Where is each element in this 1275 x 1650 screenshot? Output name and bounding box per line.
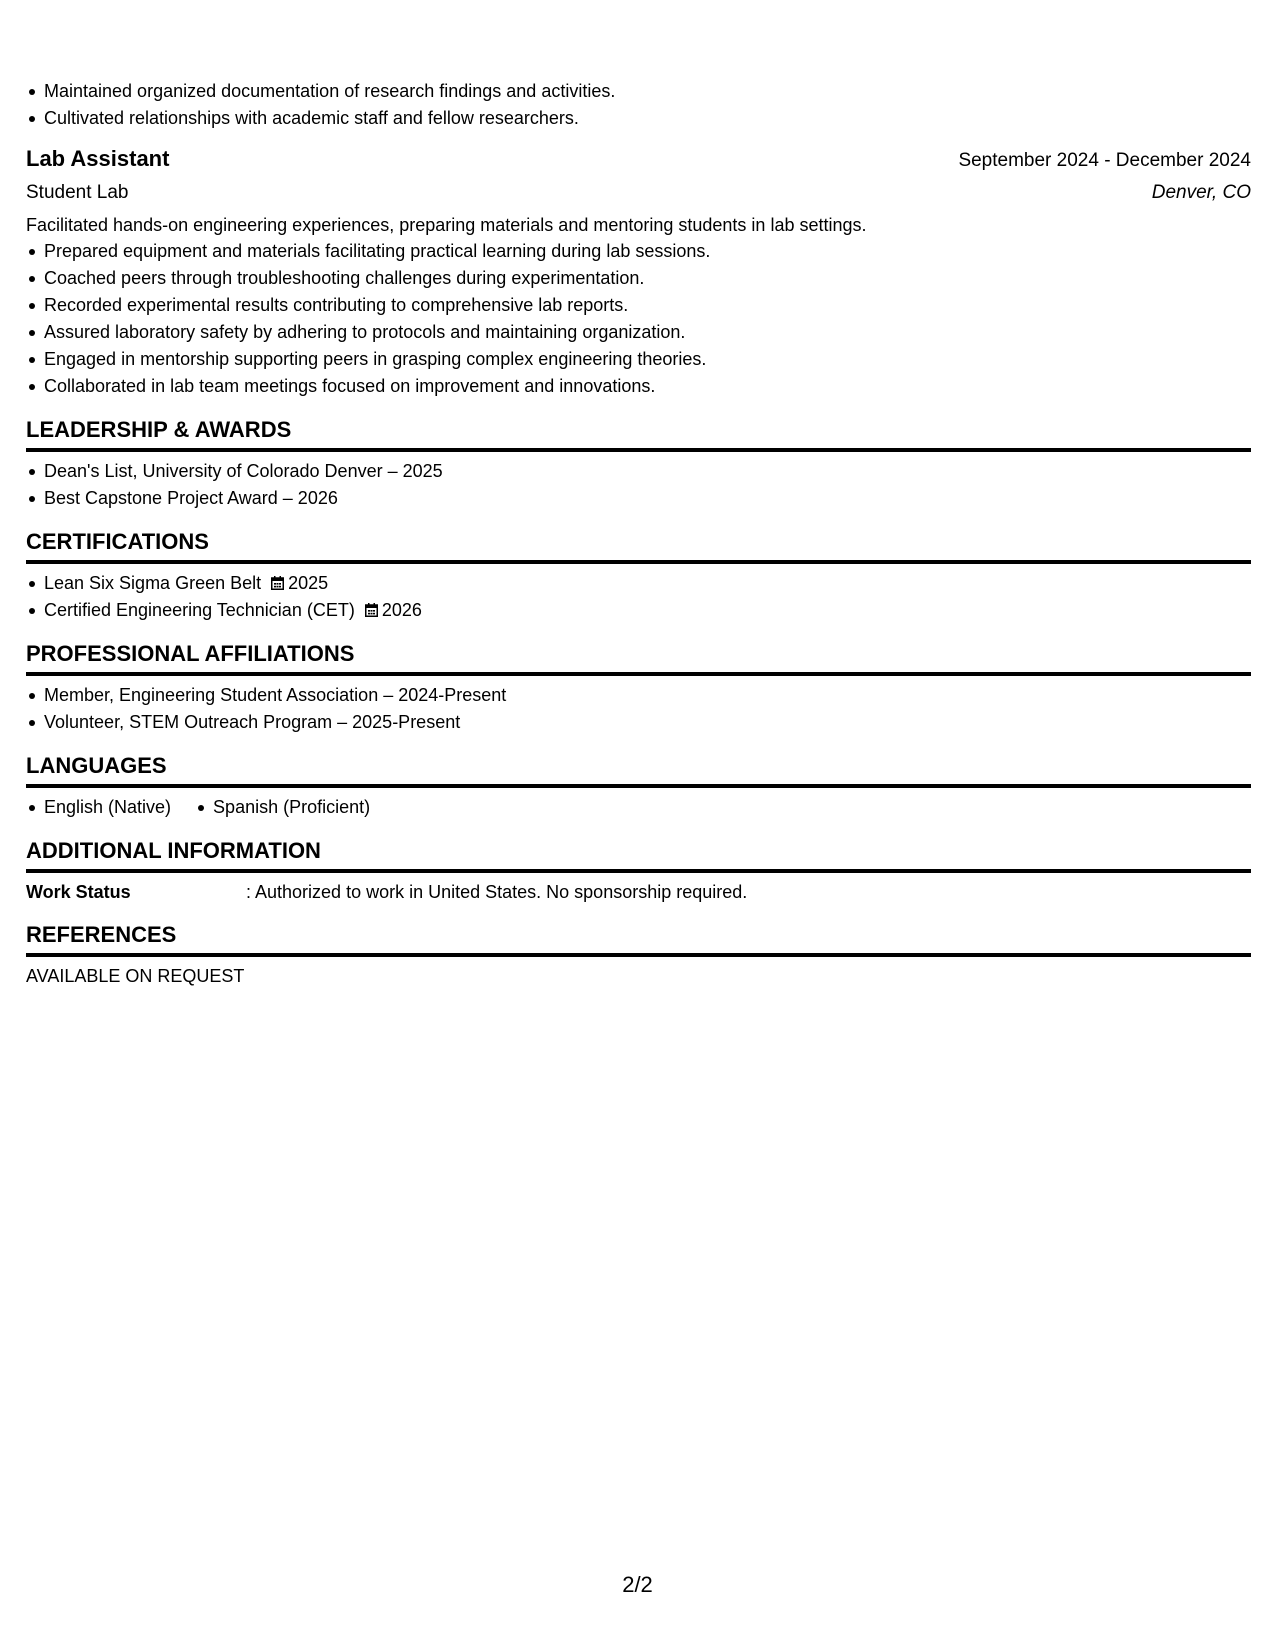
references-text: AVAILABLE ON REQUEST bbox=[26, 966, 245, 986]
job-subheader bbox=[26, 178, 1251, 208]
work-status-label: Work Status bbox=[26, 882, 131, 902]
affiliations-list bbox=[26, 682, 1251, 736]
section-title-references: REFERENCES bbox=[26, 921, 1251, 957]
cert-year: 2025 bbox=[288, 573, 329, 593]
calendar-icon bbox=[365, 603, 378, 617]
cert-name: Lean Six Sigma Green Belt bbox=[44, 573, 262, 593]
job-description: Facilitated hands-on engineering experiences, preparing materials and mentoring students in lab settings. bbox=[26, 215, 867, 235]
work-status-value: : Authorized to work in United States. No sponsorship required. bbox=[246, 882, 748, 902]
section-title-additional-information: ADDITIONAL INFORMATION bbox=[26, 837, 1251, 873]
list-item: Best Capstone Project Award – 2026 bbox=[44, 485, 1251, 512]
list-item: Assured laboratory safety by adhering to protocols and maintaining organization. bbox=[44, 319, 1251, 346]
list-item: Dean's List, University of Colorado Denver – 2025 bbox=[44, 458, 1251, 485]
calendar-icon bbox=[271, 576, 284, 590]
job-company: Student Lab bbox=[26, 182, 129, 203]
job-header bbox=[26, 144, 1251, 176]
job-title: Lab Assistant bbox=[26, 146, 170, 171]
resume-page bbox=[26, 78, 1251, 989]
list-item: Member, Engineering Student Association – 2024-Present bbox=[44, 682, 1251, 709]
section-title-languages: LANGUAGES bbox=[26, 752, 1251, 788]
list-item: Cultivated relationships with academic staff and fellow researchers. bbox=[44, 105, 1251, 132]
languages-list bbox=[26, 794, 1251, 821]
job-bullets bbox=[26, 238, 1251, 400]
list-item: Maintained organized documentation of research findings and activities. bbox=[44, 78, 1251, 105]
list-item: Prepared equipment and materials facilitating practical learning during lab sessions. bbox=[44, 238, 1251, 265]
list-item: English (Native) bbox=[44, 794, 171, 821]
list-item: Recorded experimental results contributing to comprehensive lab reports. bbox=[44, 292, 1251, 319]
list-item: Engaged in mentorship supporting peers in grasping complex engineering theories. bbox=[44, 346, 1251, 373]
section-title-leadership: LEADERSHIP & AWARDS bbox=[26, 416, 1251, 452]
section-title-affiliations: PROFESSIONAL AFFILIATIONS bbox=[26, 640, 1251, 676]
job-dates: September 2024 - December 2024 bbox=[958, 150, 1251, 171]
page-number: 2/2 bbox=[622, 1572, 653, 1597]
cert-year: 2026 bbox=[381, 600, 422, 620]
cert-name: Certified Engineering Technician (CET) bbox=[44, 600, 355, 620]
leadership-list bbox=[26, 458, 1251, 512]
previous-job-bullets bbox=[26, 78, 1251, 132]
job-location: Denver, CO bbox=[1151, 182, 1251, 203]
list-item: Collaborated in lab team meetings focused on improvement and innovations. bbox=[44, 373, 1251, 400]
certifications-list bbox=[26, 570, 1251, 624]
section-title-certifications: CERTIFICATIONS bbox=[26, 528, 1251, 564]
list-item: Volunteer, STEM Outreach Program – 2025-Present bbox=[44, 709, 1251, 736]
list-item: Coached peers through troubleshooting challenges during experimentation. bbox=[44, 265, 1251, 292]
work-status-row bbox=[26, 879, 1251, 905]
list-item bbox=[44, 597, 1251, 624]
list-item: Spanish (Proficient) bbox=[213, 794, 370, 821]
list-item bbox=[44, 570, 1251, 597]
